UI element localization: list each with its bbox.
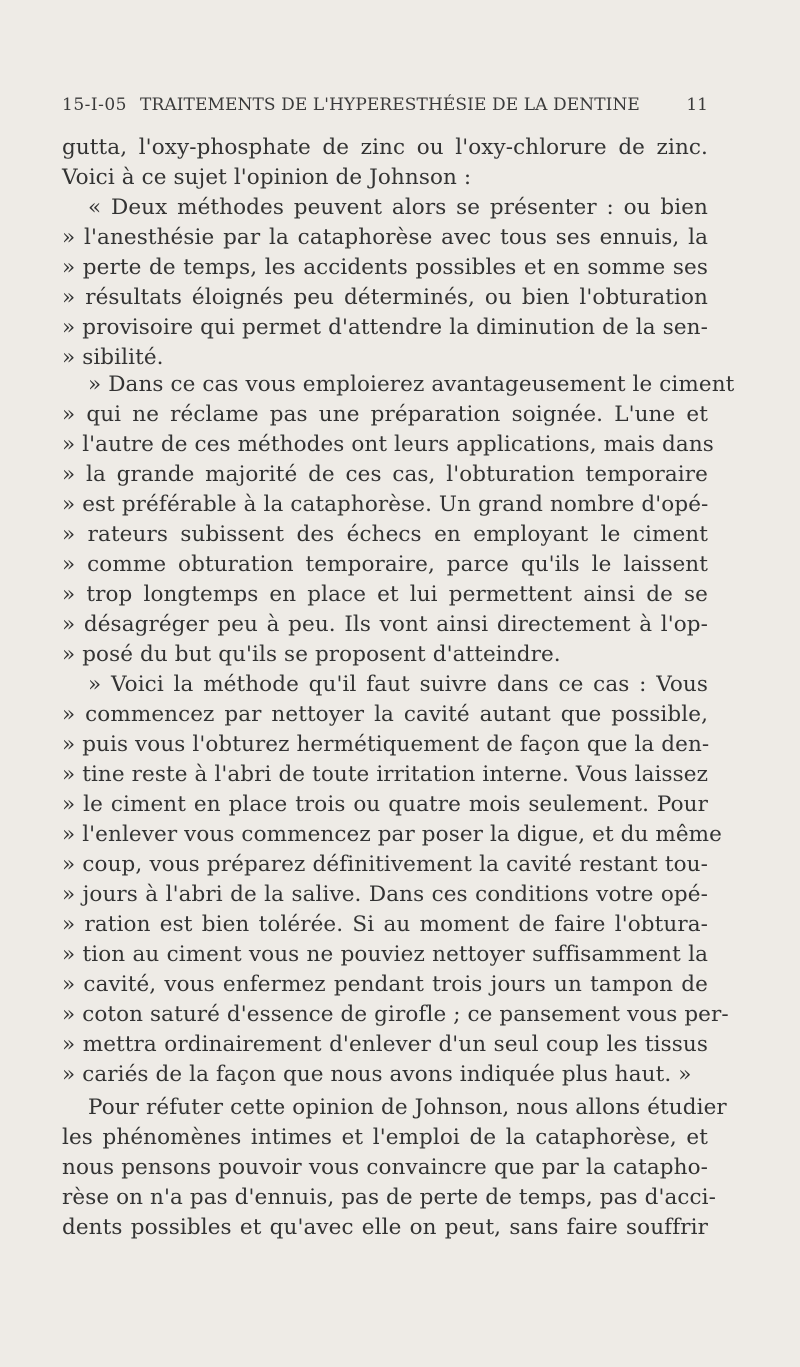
text-line: » Voici la méthode qu'il faut suivre dans ce cas : Vous — [88, 672, 708, 697]
text-line: » tine reste à l'abri de toute irritation interne. Vous laissez — [62, 762, 708, 787]
text-line: » qui ne réclame pas une préparation soignée. L'une et — [62, 402, 708, 427]
text-line: « Deux méthodes peuvent alors se présenter : ou bien — [88, 195, 708, 220]
text-line: » le ciment en place trois ou quatre mois seulement. Pour — [62, 792, 708, 817]
text-line: » jours à l'abri de la salive. Dans ces conditions votre opé- — [62, 882, 708, 907]
text-line: » comme obturation temporaire, parce qu'ils le laissent — [62, 552, 708, 577]
text-line: nous pensons pouvoir vous convaincre que par la catapho- — [62, 1155, 708, 1180]
text-line: » mettra ordinairement d'enlever d'un seul coup les tissus — [62, 1032, 708, 1057]
text-line: » l'anesthésie par la cataphorèse avec tous ses ennuis, la — [62, 225, 708, 250]
text-line: » tion au ciment vous ne pouviez nettoyer suffisamment la — [62, 942, 708, 967]
text-line: » commencez par nettoyer la cavité autant que possible, — [62, 702, 708, 727]
text-line: dents possibles et qu'avec elle on peut, sans faire souffrir — [62, 1215, 708, 1240]
text-line: » provisoire qui permet d'attendre la diminution de la sen- — [62, 315, 708, 340]
text-line: gutta, l'oxy-phosphate de zinc ou l'oxy-chlorure de zinc. — [62, 135, 708, 160]
text-line: » cavité, vous enfermez pendant trois jours un tampon de — [62, 972, 708, 997]
text-line: » cariés de la façon que nous avons indiquée plus haut. » — [62, 1062, 692, 1087]
text-line: » coton saturé d'essence de girofle ; ce pansement vous per- — [62, 1002, 729, 1027]
running-header — [62, 90, 708, 120]
text-line: rèse on n'a pas d'ennuis, pas de perte de temps, pas d'acci- — [62, 1185, 717, 1210]
text-line: » ration est bien tolérée. Si au moment de faire l'obtura- — [62, 912, 708, 937]
text-line: » posé du but qu'ils se proposent d'atteindre. — [62, 642, 561, 667]
text-line: » résultats éloignés peu déterminés, ou bien l'obturation — [62, 285, 708, 310]
text-line: » Dans ce cas vous emploierez avantageusement le ciment — [88, 372, 735, 397]
header-title: TRAITEMENTS DE L'HYPERESTHÉSIE DE LA DENTINE — [140, 95, 640, 115]
text-line: » l'autre de ces méthodes ont leurs applications, mais dans — [62, 432, 714, 457]
text-line: » sibilité. — [62, 345, 164, 370]
text-line: Pour réfuter cette opinion de Johnson, nous allons étudier — [88, 1095, 727, 1120]
text-line: » est préférable à la cataphorèse. Un grand nombre d'opé- — [62, 492, 709, 517]
text-line: les phénomènes intimes et l'emploi de la cataphorèse, et — [62, 1125, 708, 1150]
text-line: » coup, vous préparez définitivement la cavité restant tou- — [62, 852, 708, 877]
text-line: » désagréger peu à peu. Ils vont ainsi directement à l'op- — [62, 612, 708, 637]
text-line: » perte de temps, les accidents possibles et en somme ses — [62, 255, 708, 280]
page-number: 11 — [686, 95, 708, 115]
text-line: » l'enlever vous commencez par poser la digue, et du même — [62, 822, 722, 847]
text-line: Voici à ce sujet l'opinion de Johnson : — [62, 165, 472, 190]
text-line: » puis vous l'obturez hermétiquement de façon que la den- — [62, 732, 710, 757]
text-line: » rateurs subissent des échecs en employant le ciment — [62, 522, 708, 547]
text-line: » trop longtemps en place et lui permettent ainsi de se — [62, 582, 708, 607]
header-date: 15-I-05 — [62, 95, 127, 115]
text-line: » la grande majorité de ces cas, l'obturation temporaire — [62, 462, 708, 487]
